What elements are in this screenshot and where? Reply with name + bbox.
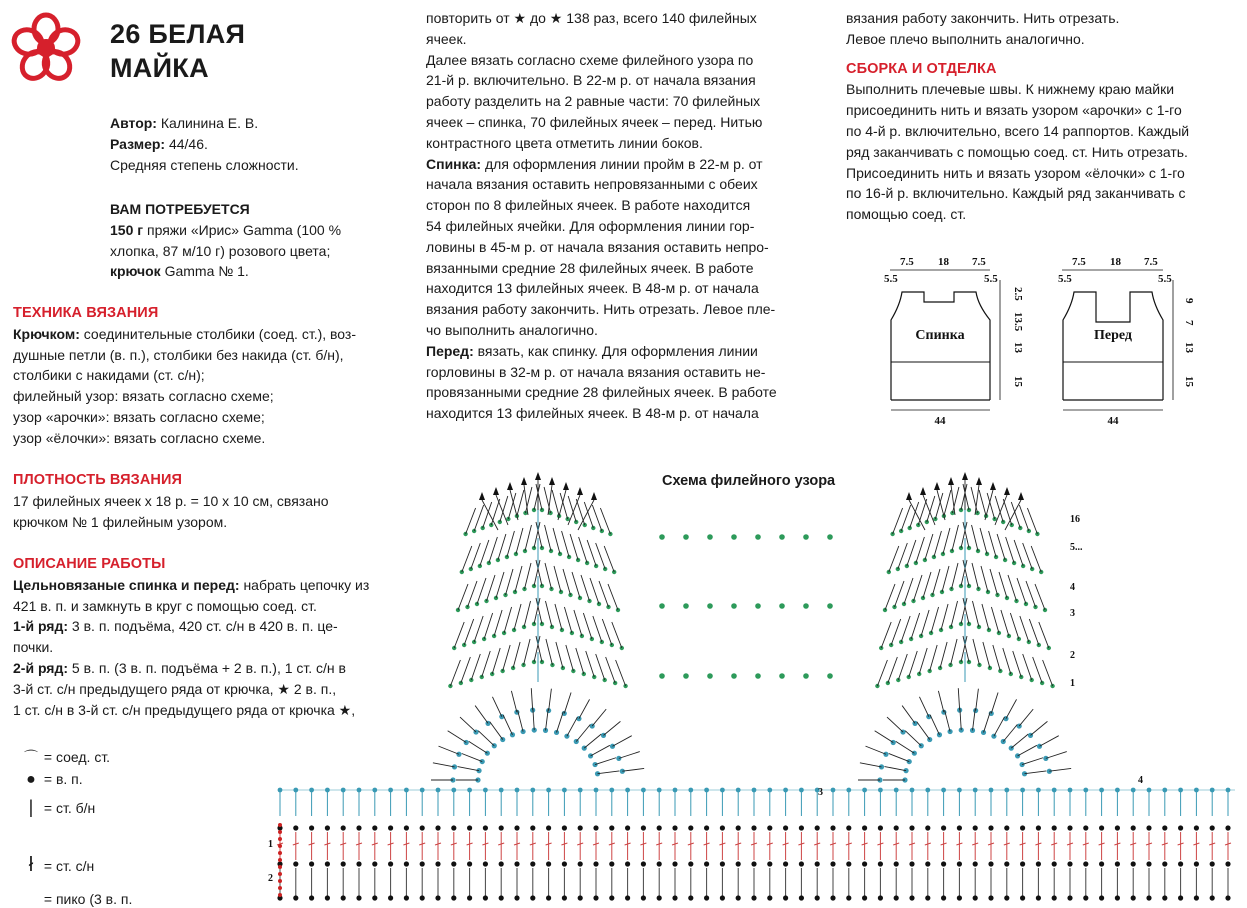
stitch-dot (1083, 861, 1088, 866)
stitch-dot (1162, 825, 1167, 830)
stitch-dot (957, 895, 962, 900)
stitch-dot (1131, 861, 1136, 866)
right-column: вязания работу закончить. Нить отрезать. Левое плечо выполнить аналогично. СБОРКА И ОТДЕЛКА Выполнить плечевые швы. К нижнему краю майки присоединить нить и вязать узором «арочки» с 1-го по 4-й р. включительно, всего 14 раппортов. Каждый ряд заканчивать с помощью соед. ст. Нить отрезать. Присоединить нить и вязать узором «ёлочки» с 1-го по 16-й р. включительно. Каждый ряд заканчивать с помощью соед. ст. (846, 10, 1190, 223)
svg-text:13.5: 13.5 (1012, 312, 1024, 332)
svg-text:44: 44 (934, 415, 946, 427)
stitch-dot (483, 895, 488, 900)
stitch-dot (293, 895, 298, 900)
legend-slip: ⌒ = соед. ст. (24, 749, 111, 765)
stitch-dot (530, 825, 535, 830)
stitch-dot (609, 825, 614, 830)
schema-repeat-dots (659, 534, 833, 679)
stitch-dot (499, 825, 504, 830)
stitch-dot (372, 861, 377, 866)
stitch-dot (467, 895, 472, 900)
stitch-dot (815, 825, 820, 830)
stitch-dot (1020, 895, 1025, 900)
stitch-dot (1194, 895, 1199, 900)
stitch-dot (925, 895, 930, 900)
svg-text:5.5: 5.5 (884, 273, 898, 285)
stitch-dot (1115, 825, 1120, 830)
stitch-dot (372, 895, 377, 900)
stitch-dot (309, 895, 314, 900)
stitch-dot (435, 895, 440, 900)
stitch-dot (1099, 825, 1104, 830)
stitch-dot (878, 825, 883, 830)
stitch-dot (767, 895, 772, 900)
svg-text:9: 9 (1183, 298, 1195, 304)
row-label: 5... (1070, 542, 1083, 553)
stitch-dot (451, 861, 456, 866)
stitch-dot (546, 861, 551, 866)
stitch-dot (388, 861, 393, 866)
stitch-dot (846, 895, 851, 900)
stitch-dot (609, 861, 614, 866)
density-block: ПЛОТНОСТЬ ВЯЗАНИЯ 17 филейных ячеек х 18 р. = 10 х 10 см, связано крючком № 1 филейным узором. (13, 472, 329, 530)
stitch-dot (1067, 825, 1072, 830)
stitch-dot (593, 895, 598, 900)
stitch-dot (530, 861, 535, 866)
schema-motif-right (858, 472, 1071, 783)
stitch-dot (657, 825, 662, 830)
stitch-dot (751, 895, 756, 900)
svg-text:13: 13 (1183, 342, 1195, 353)
stitch-dot (1146, 861, 1151, 866)
stitch-dot (736, 825, 741, 830)
stitch-dot (435, 861, 440, 866)
stitch-dot (293, 825, 298, 830)
svg-text:7: 7 (1183, 320, 1195, 326)
stitch-dot (1225, 895, 1230, 900)
stitch-dot (309, 825, 314, 830)
stitch-dot (909, 895, 914, 900)
stitch-dot (973, 825, 978, 830)
stitch-dot (609, 895, 614, 900)
materials-block: ВАМ ПОТРЕБУЕТСЯ 150 г пряжи «Ирис» Gamma (100 % хлопка, 87 м/10 г) розового цвета; крючок Gamma № 1. (110, 201, 342, 280)
stitch-dot (704, 825, 709, 830)
svg-text:7.5: 7.5 (1144, 256, 1158, 268)
stitch-dot (593, 825, 598, 830)
stitch-dot (957, 825, 962, 830)
stitch-dot (341, 825, 346, 830)
stitch-dot (625, 861, 630, 866)
legend-picot: = пико (3 в. п. (43, 891, 133, 907)
stitch-dot (467, 861, 472, 866)
base-label: 4 (1138, 775, 1143, 786)
stitch-dot (672, 825, 677, 830)
stitch-dot (1020, 861, 1025, 866)
stitch-dot (862, 861, 867, 866)
stitch-dot (404, 825, 409, 830)
stitch-dot (1004, 861, 1009, 866)
stitch-dot (1194, 825, 1199, 830)
stitch-dot (657, 861, 662, 866)
stitch-dot (483, 825, 488, 830)
crochet-schema (270, 440, 1247, 901)
stitch-dot (736, 895, 741, 900)
stitch-dot (341, 895, 346, 900)
technique-block: ТЕХНИКА ВЯЗАНИЯ Крючком: соединительные столбики (соед. ст.), воз- душные петли (в. п.), столбики без накида (ст. б/н), столбики с накидами (ст. с/н); филейный узор: вязать согласно схеме; узор «арочки»: вязать согласно схеме; узор «ёлочки»: вязать согласно схеме. (13, 305, 357, 446)
description-block: ОПИСАНИЕ РАБОТЫ Цельновязаные спинка и перед: набрать цепочку из 421 в. п. и замкнуть в круг с помощью соед. ст. 1-й ряд: 3 в. п. подъёма, 420 ст. с/н в 420 в. п. це- почки. 2-й ряд: 5 в. п. (3 в. п. подъёма + 2 в. п.), 1 ст. с/н в 3-й ст. с/н предыдущего ряда от крючка, ★ 2 в. п., 1 ст. с/н в 3-й ст. с/н предыдущего ряда от крючка ★, (13, 556, 370, 718)
svg-text:44: 44 (1107, 415, 1119, 427)
flower-logo-icon (8, 10, 84, 86)
stitch-dot (783, 861, 788, 866)
stitch-dot (356, 895, 361, 900)
stitch-dot (925, 861, 930, 866)
stitch-dot (688, 825, 693, 830)
stitch-dot (372, 825, 377, 830)
stitch-dot (467, 825, 472, 830)
stitch-dot (1178, 895, 1183, 900)
stitch-dot (720, 825, 725, 830)
stitch-dot (1194, 861, 1199, 866)
stitch-dot (499, 895, 504, 900)
stitch-dot (1162, 895, 1167, 900)
row-label: 4 (1070, 582, 1075, 593)
stitch-dot (783, 895, 788, 900)
stitch-dot (641, 895, 646, 900)
svg-text:18: 18 (938, 256, 949, 268)
stitch-dot (499, 861, 504, 866)
stitch-dot (309, 861, 314, 866)
stitch-dot (1115, 861, 1120, 866)
stitch-dot (514, 825, 519, 830)
schema-base-rows (277, 788, 1235, 901)
legend-sc: | = ст. б/н (28, 797, 96, 817)
stitch-dot (894, 861, 899, 866)
stitch-dot (562, 825, 567, 830)
stitch-dot (1052, 895, 1057, 900)
stitch-dot (799, 825, 804, 830)
stitch-dot (799, 895, 804, 900)
svg-text:Спинка: Спинка (915, 328, 965, 343)
svg-text:5.5: 5.5 (1058, 273, 1072, 285)
stitch-dot (957, 861, 962, 866)
stitch-dot (435, 825, 440, 830)
stitch-dot (941, 825, 946, 830)
stitch-dot (862, 825, 867, 830)
stitch-dot (688, 895, 693, 900)
stitch-dot (1036, 825, 1041, 830)
stitch-dot (356, 825, 361, 830)
stitch-dot (578, 895, 583, 900)
stitch-dot (720, 861, 725, 866)
svg-text:5.5: 5.5 (1158, 273, 1172, 285)
stitch-dot (988, 861, 993, 866)
schema-title: Схема филейного узора (662, 473, 836, 489)
stitch-dot (894, 895, 899, 900)
schema-motif-left (431, 472, 644, 783)
stitch-dot (688, 861, 693, 866)
stitch-dot (1146, 825, 1151, 830)
stitch-dot (1225, 861, 1230, 866)
stitch-dot (1052, 825, 1057, 830)
stitch-dot (1004, 825, 1009, 830)
base-label: 3 (818, 787, 823, 798)
stitch-dot (1083, 825, 1088, 830)
stitch-dot (846, 861, 851, 866)
stitch-dot (1099, 861, 1104, 866)
stitch-dot (325, 825, 330, 830)
stitch-dot (925, 825, 930, 830)
stitch-dot (514, 861, 519, 866)
stitch-dot (751, 825, 756, 830)
row-label: 2 (1070, 650, 1075, 661)
stitch-dot (862, 895, 867, 900)
stitch-dot (941, 895, 946, 900)
stitch-dot (325, 895, 330, 900)
stitch-dot (546, 895, 551, 900)
stitch-dot (562, 895, 567, 900)
stitch-dot (1052, 861, 1057, 866)
side-label: 2 (268, 873, 273, 884)
stitch-dot (1162, 861, 1167, 866)
stitch-dot (514, 895, 519, 900)
svg-text:15: 15 (1183, 376, 1195, 387)
stitch-dot (799, 861, 804, 866)
stitch-dot (846, 825, 851, 830)
stitch-dot (641, 861, 646, 866)
page-title: 26 БЕЛАЯ МАЙКА (110, 19, 246, 83)
stitch-dot (325, 861, 330, 866)
stitch-dot (878, 861, 883, 866)
row-label: 1 (1070, 678, 1075, 689)
stitch-dot (388, 895, 393, 900)
stitch-dot (451, 895, 456, 900)
svg-text:5.5: 5.5 (984, 273, 998, 285)
stitch-dot (562, 861, 567, 866)
svg-text:18: 18 (1110, 256, 1121, 268)
stitch-dot (767, 825, 772, 830)
stitch-dot (657, 895, 662, 900)
row-label: 16 (1070, 514, 1080, 525)
stitch-dot (420, 861, 425, 866)
svg-text:7.5: 7.5 (900, 256, 914, 268)
stitch-dot (1004, 895, 1009, 900)
stitch-dot (830, 825, 835, 830)
svg-text:13: 13 (1012, 342, 1024, 353)
stitch-dot (973, 861, 978, 866)
svg-text:2.5: 2.5 (1012, 287, 1024, 301)
stitch-dot (815, 895, 820, 900)
stitch-dot (420, 895, 425, 900)
side-label: 1 (268, 839, 273, 850)
stitch-dot (546, 825, 551, 830)
stitch-dot (641, 825, 646, 830)
stitch-dot (404, 861, 409, 866)
legend-chain: ● = в. п. (26, 771, 83, 788)
stitch-dot (1083, 895, 1088, 900)
stitch-dot (1036, 895, 1041, 900)
stitch-dot (720, 895, 725, 900)
stitch-dot (909, 861, 914, 866)
stitch-dot (578, 825, 583, 830)
stitch-dot (941, 861, 946, 866)
stitch-dot (1067, 895, 1072, 900)
stitch-dot (1178, 861, 1183, 866)
legend-dc: ł = ст. с/н (28, 854, 95, 876)
svg-text:7.5: 7.5 (1072, 256, 1086, 268)
stitch-dot (767, 861, 772, 866)
stitch-dot (1067, 861, 1072, 866)
svg-text:7.5: 7.5 (972, 256, 986, 268)
stitch-dot (973, 895, 978, 900)
stitch-dot (909, 825, 914, 830)
stitch-dot (1131, 895, 1136, 900)
author-block: Автор: Калинина Е. В. Размер: 44/46. Средняя степень сложности. (110, 115, 299, 173)
stitch-dot (388, 825, 393, 830)
stitch-dot (530, 895, 535, 900)
stitch-dot (1178, 825, 1183, 830)
row-label: 3 (1070, 608, 1075, 619)
stitch-dot (830, 895, 835, 900)
stitch-dot (451, 825, 456, 830)
stitch-dot (1020, 825, 1025, 830)
stitch-dot (704, 895, 709, 900)
stitch-dot (1210, 825, 1215, 830)
stitch-dot (404, 895, 409, 900)
stitch-dot (672, 861, 677, 866)
stitch-dot (751, 861, 756, 866)
stitch-dot (483, 861, 488, 866)
stitch-dot (988, 825, 993, 830)
stitch-dot (420, 825, 425, 830)
stitch-dot (1210, 861, 1215, 866)
stitch-dot (593, 861, 598, 866)
stitch-dot (1131, 825, 1136, 830)
stitch-dot (878, 895, 883, 900)
stitch-dot (625, 895, 630, 900)
stitch-dot (341, 861, 346, 866)
pattern-drawings (880, 250, 1210, 430)
stitch-dot (1210, 895, 1215, 900)
stitch-dot (988, 895, 993, 900)
stitch-dot (293, 861, 298, 866)
stitch-dot (704, 861, 709, 866)
stitch-dot (625, 825, 630, 830)
stitch-dot (1225, 825, 1230, 830)
stitch-dot (894, 825, 899, 830)
stitch-dot (830, 861, 835, 866)
stitch-dot (783, 825, 788, 830)
stitch-dot (356, 861, 361, 866)
stitch-dot (578, 861, 583, 866)
stitch-dot (1099, 895, 1104, 900)
middle-column: повторить от ★ до ★ 138 раз, всего 140 филейных ячеек. Далее вязать согласно схеме филейного узора по 21-й р. включительно. В 22-м р. от начала вязания работу разделить на 2 равные части: 70 филейных ячеек – спинка, 70 филейных ячеек – перед. Нитью контрастного цвета отметить линии боков. Спинка: для оформления линии пройм в 22-м р. от начала вязания оставить непровязанными с обеих сторон по 8 филейных ячеек. В работе находится 54 филейных ячейки. Для оформления линии гор- ловины в 45-м р. от начала вязания оставить непро- вязанными средние 28 филейных ячеек. В работе находится 13 филейных ячеек. В 48-м р. от начала вязания работу закончить. Нить отрезать. Левое пле- чо выполнить аналогично. Перед: вязать, как спинку. Для оформления линии горловины в 32-м р. от начала вязания оставить не- провязанными средние 28 филейных ячеек. В работе находится 13 филейных ячеек. В 48-м р. от начала (426, 10, 777, 422)
svg-text:Перед: Перед (1093, 328, 1133, 343)
stitch-dot (672, 895, 677, 900)
stitch-dot (815, 861, 820, 866)
svg-text:15: 15 (1012, 376, 1024, 387)
stitch-dot (736, 861, 741, 866)
stitch-dot (1115, 895, 1120, 900)
stitch-dot (1036, 861, 1041, 866)
stitch-dot (1146, 895, 1151, 900)
